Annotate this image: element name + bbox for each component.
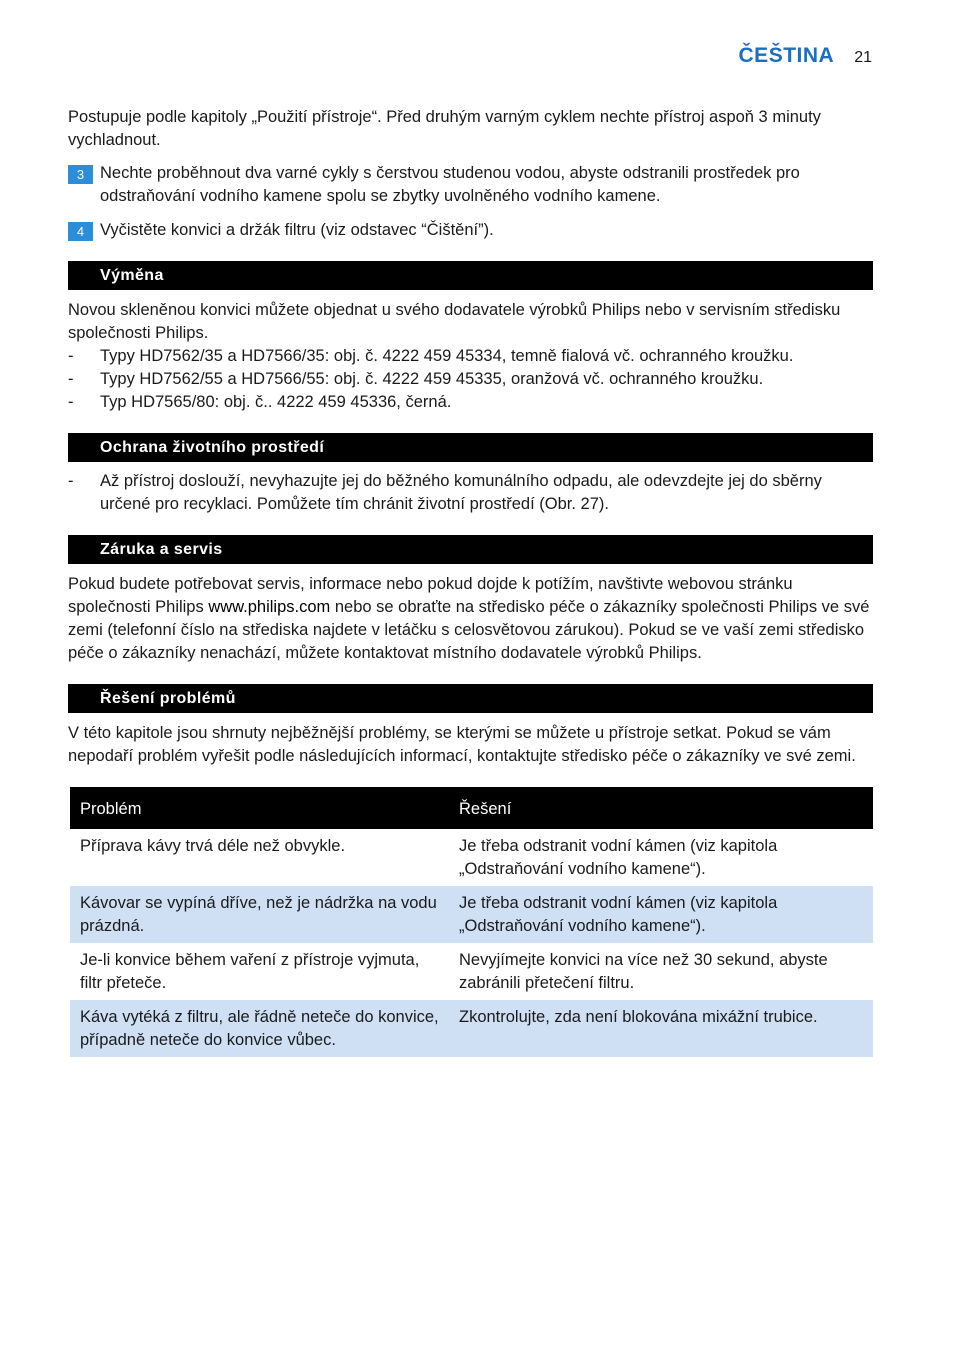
solution-cell: Nevyjímejte konvici na více než 30 sekund, abyste zabránili přetečení filtru. [459, 951, 828, 992]
step-number-badge: 3 [68, 165, 93, 184]
page-number: 21 [854, 49, 872, 66]
list-item: - Typy HD7562/55 a HD7566/55: obj. č. 4222 459 45335, oranžová vč. ochranného kroužku. [68, 370, 764, 388]
problem-cell: Káva vytéká z filtru, ale řádně neteče do konvice, případně neteče do konvice vůbec. [70, 1000, 449, 1057]
page-content [68, 106, 873, 1057]
table-row [70, 829, 873, 886]
vymena-list [68, 345, 873, 414]
problem-cell: Je-li konvice během vaření z přístroje vyjmuta, filtr přeteče. [80, 951, 420, 992]
section-heading-ochrana: Ochrana životního prostředí [68, 433, 873, 462]
solution-cell: Je třeba odstranit vodní kámen (viz kapitola „Odstraňování vodního kamene“). [449, 886, 873, 943]
intro-paragraph: Postupuje podle kapitoly „Použití přístroje“. Před druhým varným cyklem nechte přístroj aspoň 3 minuty vychladnout. [68, 108, 821, 149]
table-row [70, 886, 873, 943]
solution-cell: Je třeba odstranit vodní kámen (viz kapitola „Odstraňování vodního kamene“). [459, 837, 778, 878]
step-text: Vyčistěte konvici a držák filtru (viz odstavec “Čištění”). [100, 221, 494, 239]
column-header-solution: Řešení [449, 787, 873, 829]
vymena-paragraph: Novou skleněnou konvici můžete objednat u svého dodavatele výrobků Philips nebo v servisním středisku společnosti Philips. [68, 301, 841, 342]
reseni-paragraph: V této kapitole jsou shrnuty nejběžnější problémy, se kterými se můžete u přístroje setkat. Pokud se vám nepodaří problém vyřešit podle následujících informací, kontaktujte středisko péče o zákazníky ve své zemi. [68, 724, 856, 765]
section-heading-zaruka: Záruka a servis [68, 535, 873, 564]
philips-website-link[interactable]: www.philips.com [208, 598, 331, 616]
section-heading-reseni: Řešení problémů [68, 684, 873, 713]
step-4 [68, 219, 873, 242]
solution-cell: Zkontrolujte, zda není blokována mixážní trubice. [449, 1000, 873, 1057]
zaruka-paragraph: Pokud budete potřebovat servis, informace nebo pokud dojde k potížím, navštivte webovou stránku společnosti Philips www.philips.com nebo se obraťte na středisko péče o zákazníky společnosti Philips ve své zemi (telefonní číslo na střediska najdete v letáčku s celosvětovou zárukou). Pokud se ve vaší zemi středisko péče o zákazníky nenachází, můžete kontaktovat místního dodavatele výrobků Philips. [68, 575, 870, 662]
problem-cell: Příprava kávy trvá déle než obvykle. [80, 837, 346, 855]
table-row [70, 1000, 873, 1057]
list-item: - Typ HD7565/80: obj. č.. 4222 459 45336, černá. [68, 393, 452, 411]
table-row [70, 943, 873, 1000]
page-header [739, 44, 872, 68]
table-header-row [70, 787, 873, 829]
list-item: - Až přístroj doslouží, nevyhazujte jej do běžného komunálního odpadu, ale odevzdejte jej do sběrny určené pro recyklaci. Pomůžete tím chránit životní prostředí (Obr. 27). [68, 472, 822, 513]
list-item: - Typy HD7562/35 a HD7566/35: obj. č. 4222 459 45334, temně fialová vč. ochranného kroužku. [68, 347, 794, 365]
column-header-problem: Problém [70, 787, 449, 829]
section-heading-vymena: Výměna [68, 261, 873, 290]
problem-cell: Kávovar se vypíná dříve, než je nádržka na vodu prázdná. [70, 886, 449, 943]
step-text: Nechte proběhnout dva varné cykly s čerstvou studenou vodou, abyste odstranili prostředek pro odstraňování vodního kamene spolu se zbytky uvolněného vodního kamene. [100, 164, 800, 205]
language-label: ČEŠTINA [738, 44, 835, 67]
step-number-badge: 4 [68, 222, 93, 241]
step-3 [68, 162, 873, 208]
ochrana-list [68, 470, 873, 516]
troubleshooting-table [70, 787, 873, 1057]
